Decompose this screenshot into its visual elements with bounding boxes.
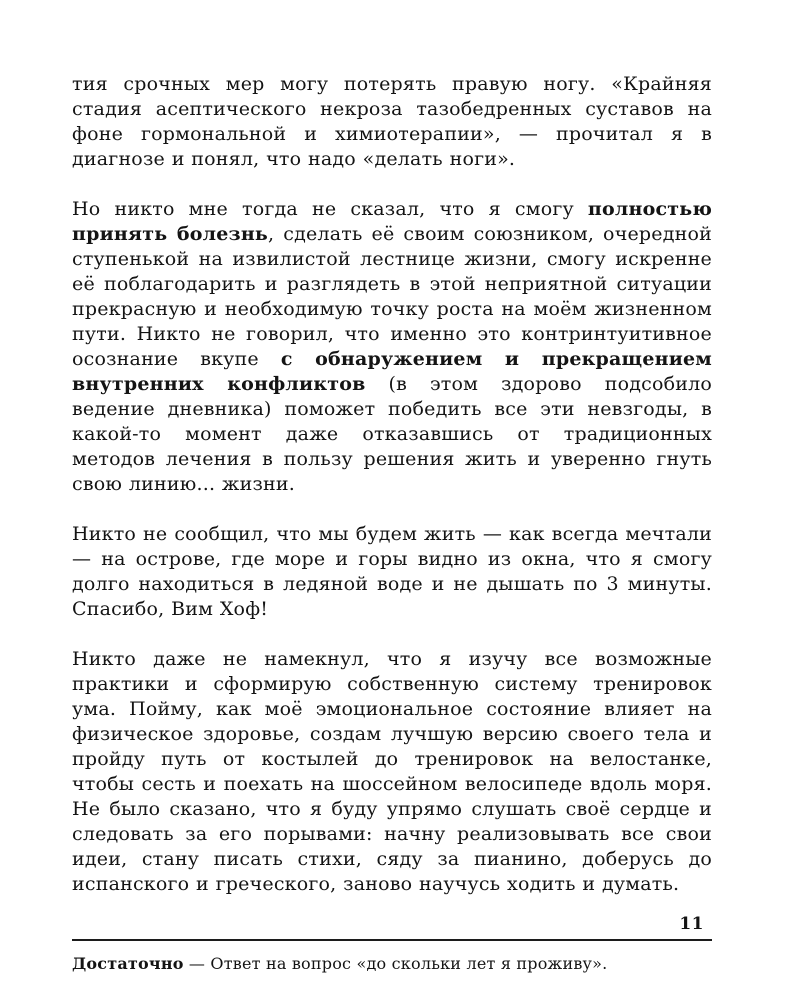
footnote-block xyxy=(72,939,712,975)
page-number: 11 xyxy=(679,914,704,934)
footnote-term: Достаточно xyxy=(72,954,184,973)
paragraph-text: Но никто мне тогда не сказал, что я смогу xyxy=(72,198,588,220)
paragraph-2 xyxy=(72,197,712,497)
paragraph-text: Никто даже не намекнул, что я изучу все возможные практики и сформирую собственную систему тренировок ума. Пойму, как моё эмоциональное состояние влияет на физическое здоровье, создам лучшую версию своего тела и пройду путь от костылей до тренировок на велостанке, чтобы сесть и поехать на шоссейном велосипеде вдоль моря. Не было сказано, что я буду упрямо слушать своё сердце и следовать за его порывами: начну реализовывать все свои идеи, стану писать стихи, сяду за пианино, доберусь до испанского и греческого, заново научусь ходить и думать. xyxy=(72,648,712,895)
paragraph-3 xyxy=(72,522,712,622)
footnote-divider xyxy=(72,939,712,941)
bold-phrase-accept-illness: полностью принять болезнь xyxy=(72,198,712,245)
paragraph-4 xyxy=(72,647,712,897)
paragraph-text: тия срочных мер могу потерять правую ногу. «Крайняя стадия асептического некроза тазобедренных суставов на фоне гормональной и химиотерапии», — прочитал я в диагнозе и понял, что надо «делать ноги». xyxy=(72,73,712,170)
paragraph-text: , сделать её своим союзником, очередной ступенькой на извилистой лестнице жизни, смогу искренне её поблагодарить и разглядеть в этой неприятной ситуации прекрасную и необходимую точку роста на моём жизненном пути. Никто не говорил, что именно это контринтуитивное осознание вкупе xyxy=(72,223,712,370)
footnote xyxy=(72,953,712,975)
paragraph-text: Никто не сообщил, что мы будем жить — как всегда мечтали — на острове, где море и горы видно из окна, что я смогу долго находиться в ледяной воде и не дышать по 3 минуты. Спасибо, Вим Хоф! xyxy=(72,523,712,620)
footnote-text: — Ответ на вопрос «до скольки лет я проживу». xyxy=(183,954,608,973)
paragraph-text: (в этом здорово подсобило ведение дневника) поможет победить все эти невзгоды, в какой-то момент даже отказавшись от традиционных методов лечения в пользу решения жить и уверенно гнуть свою линию... жизни. xyxy=(72,373,712,495)
paragraph-1 xyxy=(72,72,712,172)
bold-phrase-inner-conflicts: с обнаружением и прекращением внутренних конфликтов xyxy=(72,348,712,395)
page-body xyxy=(72,72,712,897)
